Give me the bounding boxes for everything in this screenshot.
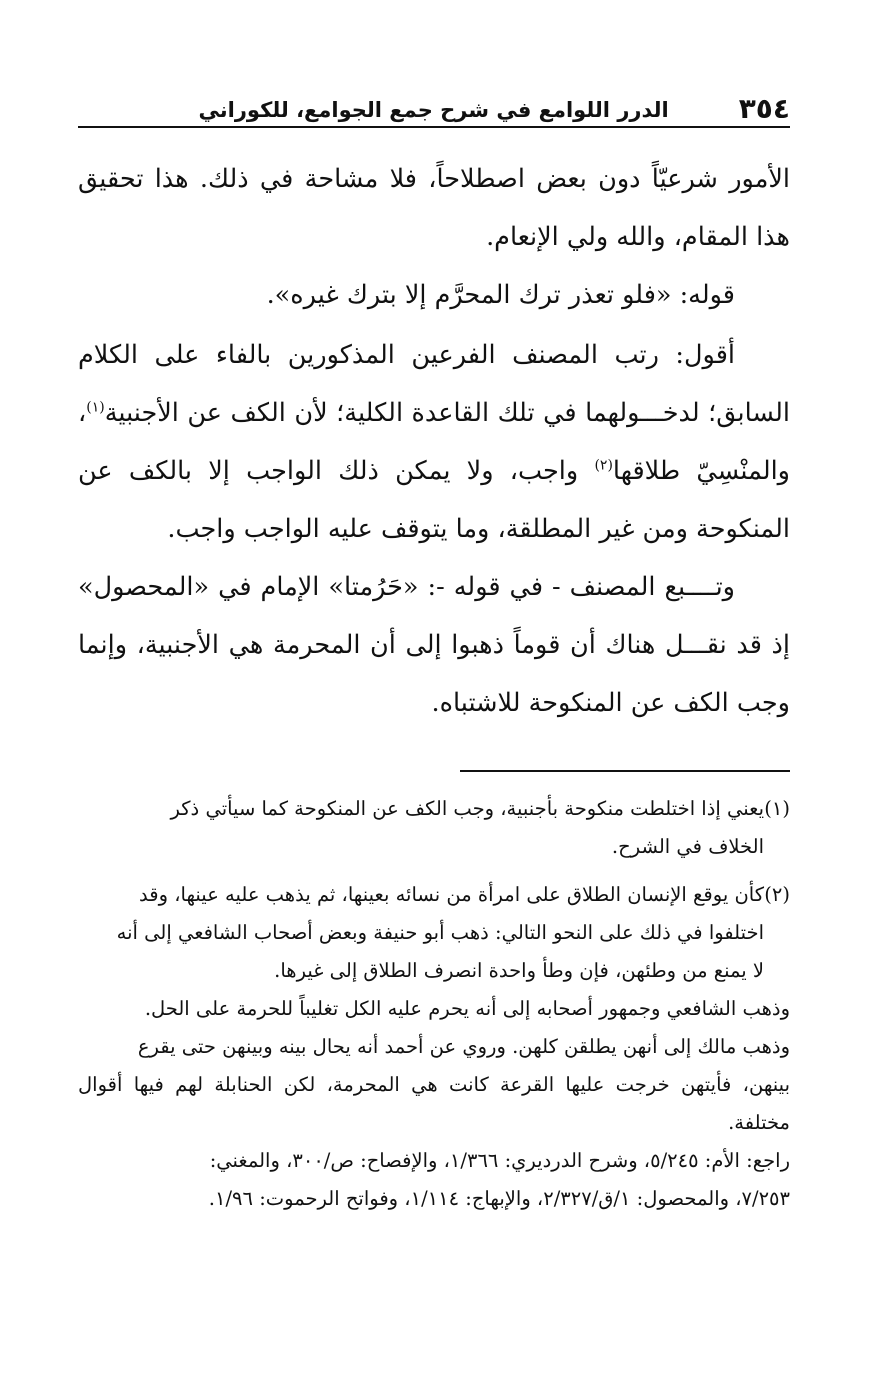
paragraph-1: الأمور شرعيّاً دون بعض اصطلاحاً، فلا مشاحة في ذلك. هذا تحقيق هذا المقام، والله ولي الإنعام. [78,164,790,252]
footnote-1-mark: (١) [764,797,790,820]
footnote-2-line-1 [139,883,790,906]
page-number: ٣٥٤ [738,92,790,125]
paragraph-3-part-c: واجب، ولا يمكن ذلك الواجب إلا بالكف عن المنكوحة ومن غير المطلقة، وما يتوقف عليه الواجب واجب. [78,456,790,544]
footnote-2-line-4: وذهب الشافعي وجمهور أصحابه إلى أنه يحرم عليه الكل تغليباً للحرمة على الحل. [144,997,790,1020]
footnote-2-line-2: اختلفوا في ذلك على النحو التالي: ذهب أبو حنيفة وبعض أصحاب الشافعي إلى أنه [116,921,764,944]
footnote-ref-2[interactable]: (٢) [594,457,613,474]
paragraph-3 [78,326,790,558]
footnote-2-mark: (٢) [764,883,790,906]
footnote-2-text-1: كأن يوقع الإنسان الطلاق على امرأة من نسائه بعينها، ثم يذهب عليه عينها، وقد [139,883,764,906]
footnote-2-line-7: راجع: الأم: ٥/٢٤٥، وشرح الدرديري: ١/٣٦٦، والإفصاح: ص/٣٠٠، والمغني: [209,1149,790,1172]
footnote-separator [460,770,790,772]
running-title: الدرر اللوامع في شرح جمع الجوامع، للكوراني [198,98,669,122]
paragraph-3-part-a: أقول: رتب المصنف الفرعين المذكورين بالفاء على الكلام السابق؛ لدخـــولهما في تلك القاعدة الكلية؛ لأن الكف عن الأجنبية [78,340,790,428]
footnote-ref-1[interactable]: (١) [86,399,105,416]
footnote-1 [78,790,790,866]
footnote-2-line-5: وذهب مالك إلى أنهن يطلقن كلهن. وروي عن أحمد أنه يحال بينه وبينهن حتى يقرع [137,1035,790,1058]
running-header [78,88,790,128]
footnote-2-line-8: ٧/٢٥٣، والمحصول: ١/ق/٢/٣٢٧، والإبهاج: ١/١١٤، وفواتح الرحموت: ١/٩٦. [208,1187,790,1210]
footnote-2 [78,876,790,1218]
footnote-2-line-6: بينهن، فأيتهن خرجت عليها القرعة كانت هي المحرمة، لكن الحنابلة لهم فيها أقوال مختلفة. [78,1073,790,1134]
paragraph-4-text: وتــــبع المصنف - في قوله -: «حَرُمتا» الإمام في «المحصول» إذ قد نقـــل هناك أن قوماً ذهبوا إلى أن المحرمة هي الأجنبية، وإنما وجب الكف عن المنكوحة للاشتباه. [78,572,790,718]
paragraph-4 [78,558,790,732]
footnote-2-line-3: لا يمنع من وطئهن، فإن وطأ واحدة انصرف الطلاق إلى غيرها. [274,959,764,982]
footnote-1-line-2: الخلاف في الشرح. [611,835,764,858]
paragraph-2: قوله: «فلو تعذر ترك المحرَّم إلا بترك غيره». [266,280,735,310]
footnote-1-text-1: يعني إذا اختلطت منكوحة بأجنبية، وجب الكف عن المنكوحة كما سيأتي ذكر [170,797,764,820]
footnote-1-line-1 [171,797,790,820]
paragraph-3-part-b: ، والمنْسِيّ طلاقها [78,398,790,486]
